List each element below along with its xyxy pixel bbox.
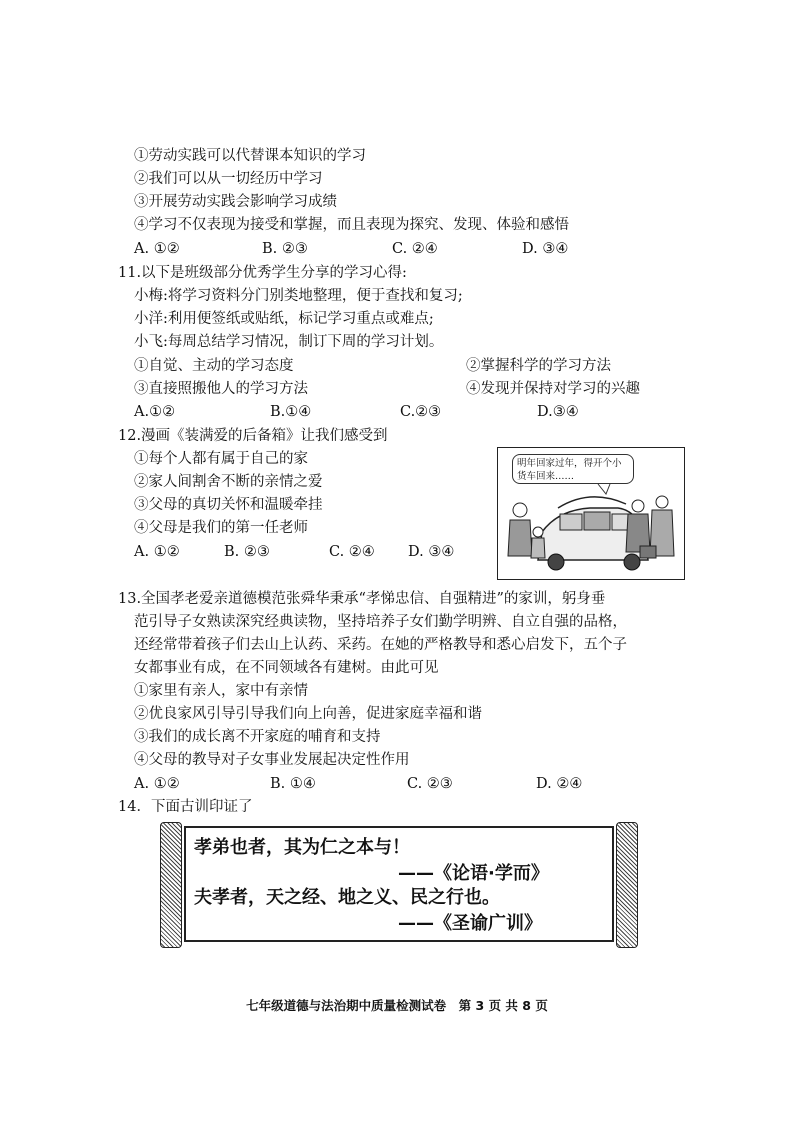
q11-item-2: 小洋:利用便签纸或贴纸，标记学习重点或难点; bbox=[134, 311, 434, 327]
q10-choice-c: C. ②④ bbox=[392, 241, 438, 257]
q13-option-4: ④父母的教导对子女事业发展起决定性作用 bbox=[134, 752, 410, 768]
q11-choice-a: A.①② bbox=[134, 404, 176, 420]
q13-choice-a: A. ①② bbox=[134, 776, 180, 792]
motto-source-1: ——《论语·学而》 bbox=[398, 863, 549, 884]
motto-line-2: 夫孝者，天之经、地之义、民之行也。 bbox=[194, 887, 500, 908]
trunk-cartoon bbox=[497, 447, 685, 580]
q10-option-4: ④学习不仅表现为接受和掌握，而且表现为探究、发现、体验和感悟 bbox=[134, 217, 569, 233]
scroll-body bbox=[184, 826, 614, 942]
ancient-motto-scroll bbox=[158, 822, 640, 950]
q12-choice-d: D. ③④ bbox=[408, 544, 455, 560]
q12-choice-b: B. ②③ bbox=[224, 544, 270, 560]
q12-option-1: ①每个人都有属于自己的家 bbox=[134, 451, 308, 467]
q13-stem-3: 还经常带着孩子们去山上认药、采药。在她的严格教导和悉心启发下，五个子 bbox=[134, 637, 627, 653]
q13-stem-4: 女都事业有成，在不同领域各有建树。由此可见 bbox=[134, 660, 439, 676]
q11-choice-d: D.③④ bbox=[537, 404, 579, 420]
q10-option-2: ②我们可以从一切经历中学习 bbox=[134, 171, 323, 187]
q11-item-3: 小飞:每周总结学习情况，制订下周的学习计划。 bbox=[134, 334, 444, 350]
q13-stem-2: 范引导子女熟读深究经典读物，坚持培养子女们勤学明辨、自立自强的品格， bbox=[134, 614, 627, 630]
q13-choice-d: D. ②④ bbox=[536, 776, 583, 792]
q11-stem: 11.以下是班级部分优秀学生分享的学习心得: bbox=[118, 265, 407, 281]
scroll-roll-right bbox=[616, 822, 638, 948]
q13-stem-1: 13.全国孝老爱亲道德模范张舜华秉承“孝悌忠信、自强精进”的家训，躬身垂 bbox=[118, 591, 606, 607]
q10-choice-a: A. ①② bbox=[134, 241, 180, 257]
q11-option-4: ④发现并保持对学习的兴趣 bbox=[466, 381, 640, 397]
q13-choice-b: B. ①④ bbox=[270, 776, 316, 792]
q11-option-2: ②掌握科学的学习方法 bbox=[466, 358, 611, 374]
q11-choice-c: C.②③ bbox=[400, 404, 442, 420]
q13-option-2: ②优良家风引导引导我们向上向善，促进家庭幸福和谐 bbox=[134, 706, 482, 722]
speech-bubble: 明年回家过年，得开个小货车回来…… bbox=[512, 454, 634, 484]
scroll-roll-left bbox=[160, 822, 182, 948]
q12-stem: 12.漫画《装满爱的后备箱》让我们感受到 bbox=[118, 428, 388, 444]
q10-option-3: ③开展劳动实践会影响学习成绩 bbox=[134, 194, 337, 210]
q12-choice-a: A. ①② bbox=[134, 544, 180, 560]
motto-source-2: ——《圣谕广训》 bbox=[398, 913, 542, 934]
q12-option-3: ③父母的真切关怀和温暖牵挂 bbox=[134, 497, 323, 513]
q10-option-1: ①劳动实践可以代替课本知识的学习 bbox=[134, 148, 366, 164]
q12-option-4: ④父母是我们的第一任老师 bbox=[134, 520, 308, 536]
q10-choice-b: B. ②③ bbox=[262, 241, 308, 257]
q11-option-1: ①自觉、主动的学习态度 bbox=[134, 358, 294, 374]
q13-option-3: ③我们的成长离不开家庭的哺育和支持 bbox=[134, 729, 381, 745]
motto-line-1: 孝弟也者，其为仁之本与！ bbox=[194, 837, 410, 858]
q12-choice-c: C. ②④ bbox=[329, 544, 375, 560]
cartoon-drawing-icon bbox=[498, 448, 683, 578]
q11-option-3: ③直接照搬他人的学习方法 bbox=[134, 381, 308, 397]
page-footer: 七年级道德与法治期中质量检测试卷 第 3 页 共 8 页 bbox=[246, 998, 548, 1013]
q13-option-1: ①家里有亲人，家中有亲情 bbox=[134, 683, 308, 699]
q11-item-1: 小梅:将学习资料分门别类地整理，便于查找和复习; bbox=[134, 288, 463, 304]
q12-option-2: ②家人间割舍不断的亲情之爱 bbox=[134, 474, 323, 490]
q13-choice-c: C. ②③ bbox=[407, 776, 453, 792]
q11-choice-b: B.①④ bbox=[270, 404, 312, 420]
q10-choice-d: D. ③④ bbox=[522, 241, 569, 257]
q14-stem: 14．下面古训印证了 bbox=[118, 799, 253, 815]
